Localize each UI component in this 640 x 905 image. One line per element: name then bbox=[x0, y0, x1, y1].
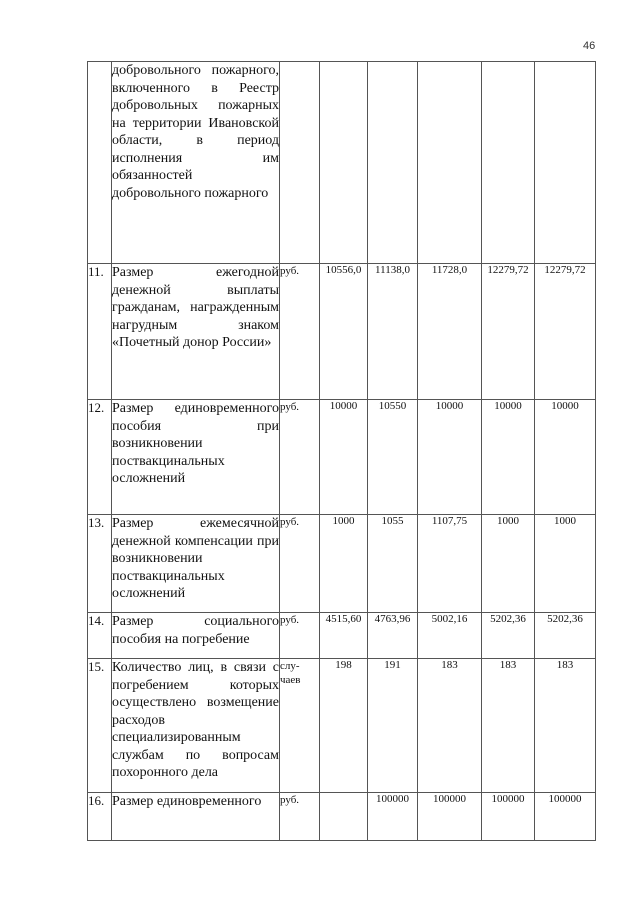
value-cell: 4763,96 bbox=[368, 613, 418, 659]
row-name: Размер единовременного пособия при возникновении поствакцинальных осложнений bbox=[112, 400, 280, 515]
value-cell: 11728,0 bbox=[418, 264, 482, 400]
value-cell: 4515,60 bbox=[320, 613, 368, 659]
row-unit: руб. bbox=[280, 400, 320, 515]
row-number: 13. bbox=[88, 515, 112, 613]
value-cell: 183 bbox=[482, 659, 535, 793]
row-number: 15. bbox=[88, 659, 112, 793]
value-cell: 198 bbox=[320, 659, 368, 793]
row-number bbox=[88, 62, 112, 264]
value-cell: 191 bbox=[368, 659, 418, 793]
value-cell: 1000 bbox=[320, 515, 368, 613]
row-unit: руб. bbox=[280, 613, 320, 659]
page-number: 46 bbox=[583, 40, 596, 52]
row-name: Размер ежегодной денежной выплаты гражданам, награжденным нагрудным знаком «Почетный донор России» bbox=[112, 264, 280, 400]
value-cell: 11138,0 bbox=[368, 264, 418, 400]
row-name: Размер ежемесячной денежной компенсации при возникновении поствакцинальных осложнений bbox=[112, 515, 280, 613]
value-cell bbox=[535, 62, 596, 264]
value-cell: 1000 bbox=[482, 515, 535, 613]
value-cell: 5002,16 bbox=[418, 613, 482, 659]
row-unit: руб. bbox=[280, 793, 320, 841]
value-cell bbox=[320, 62, 368, 264]
value-cell: 10000 bbox=[418, 400, 482, 515]
value-cell: 1107,75 bbox=[418, 515, 482, 613]
value-cell: 5202,36 bbox=[535, 613, 596, 659]
value-cell: 10000 bbox=[482, 400, 535, 515]
value-cell bbox=[368, 62, 418, 264]
table-row bbox=[88, 515, 596, 613]
table-row bbox=[88, 659, 596, 793]
value-cell: 10556,0 bbox=[320, 264, 368, 400]
value-cell: 1055 bbox=[368, 515, 418, 613]
value-cell: 5202,36 bbox=[482, 613, 535, 659]
value-cell bbox=[418, 62, 482, 264]
row-name: Количество лиц, в связи с погребением которых осуществлено возмещение расходов специализированным службам по вопросам похоронного дела bbox=[112, 659, 280, 793]
value-cell: 183 bbox=[535, 659, 596, 793]
row-unit: руб. bbox=[280, 264, 320, 400]
row-name: Размер социального пособия на погребение bbox=[112, 613, 280, 659]
value-cell bbox=[320, 793, 368, 841]
row-name: добровольного пожарного, включенного в Реестр добровольных пожарных на территории Ивановской области, в период исполнения им обязанностей добровольного пожарного bbox=[112, 62, 280, 264]
value-cell: 100000 bbox=[482, 793, 535, 841]
value-cell: 10000 bbox=[535, 400, 596, 515]
row-name: Размер единовременного bbox=[112, 793, 280, 841]
value-cell: 1000 bbox=[535, 515, 596, 613]
table-row bbox=[88, 62, 596, 264]
value-cell bbox=[482, 62, 535, 264]
value-cell: 100000 bbox=[418, 793, 482, 841]
value-cell: 183 bbox=[418, 659, 482, 793]
value-cell: 12279,72 bbox=[482, 264, 535, 400]
row-number: 12. bbox=[88, 400, 112, 515]
value-cell: 100000 bbox=[368, 793, 418, 841]
indicators-table bbox=[87, 61, 596, 841]
value-cell: 100000 bbox=[535, 793, 596, 841]
table-row bbox=[88, 264, 596, 400]
table-row bbox=[88, 613, 596, 659]
row-number: 16. bbox=[88, 793, 112, 841]
row-unit: слу-чаев bbox=[280, 659, 320, 793]
row-number: 11. bbox=[88, 264, 112, 400]
row-number: 14. bbox=[88, 613, 112, 659]
table-row bbox=[88, 793, 596, 841]
row-unit: руб. bbox=[280, 515, 320, 613]
value-cell: 10550 bbox=[368, 400, 418, 515]
value-cell: 12279,72 bbox=[535, 264, 596, 400]
table-row bbox=[88, 400, 596, 515]
row-unit bbox=[280, 62, 320, 264]
value-cell: 10000 bbox=[320, 400, 368, 515]
